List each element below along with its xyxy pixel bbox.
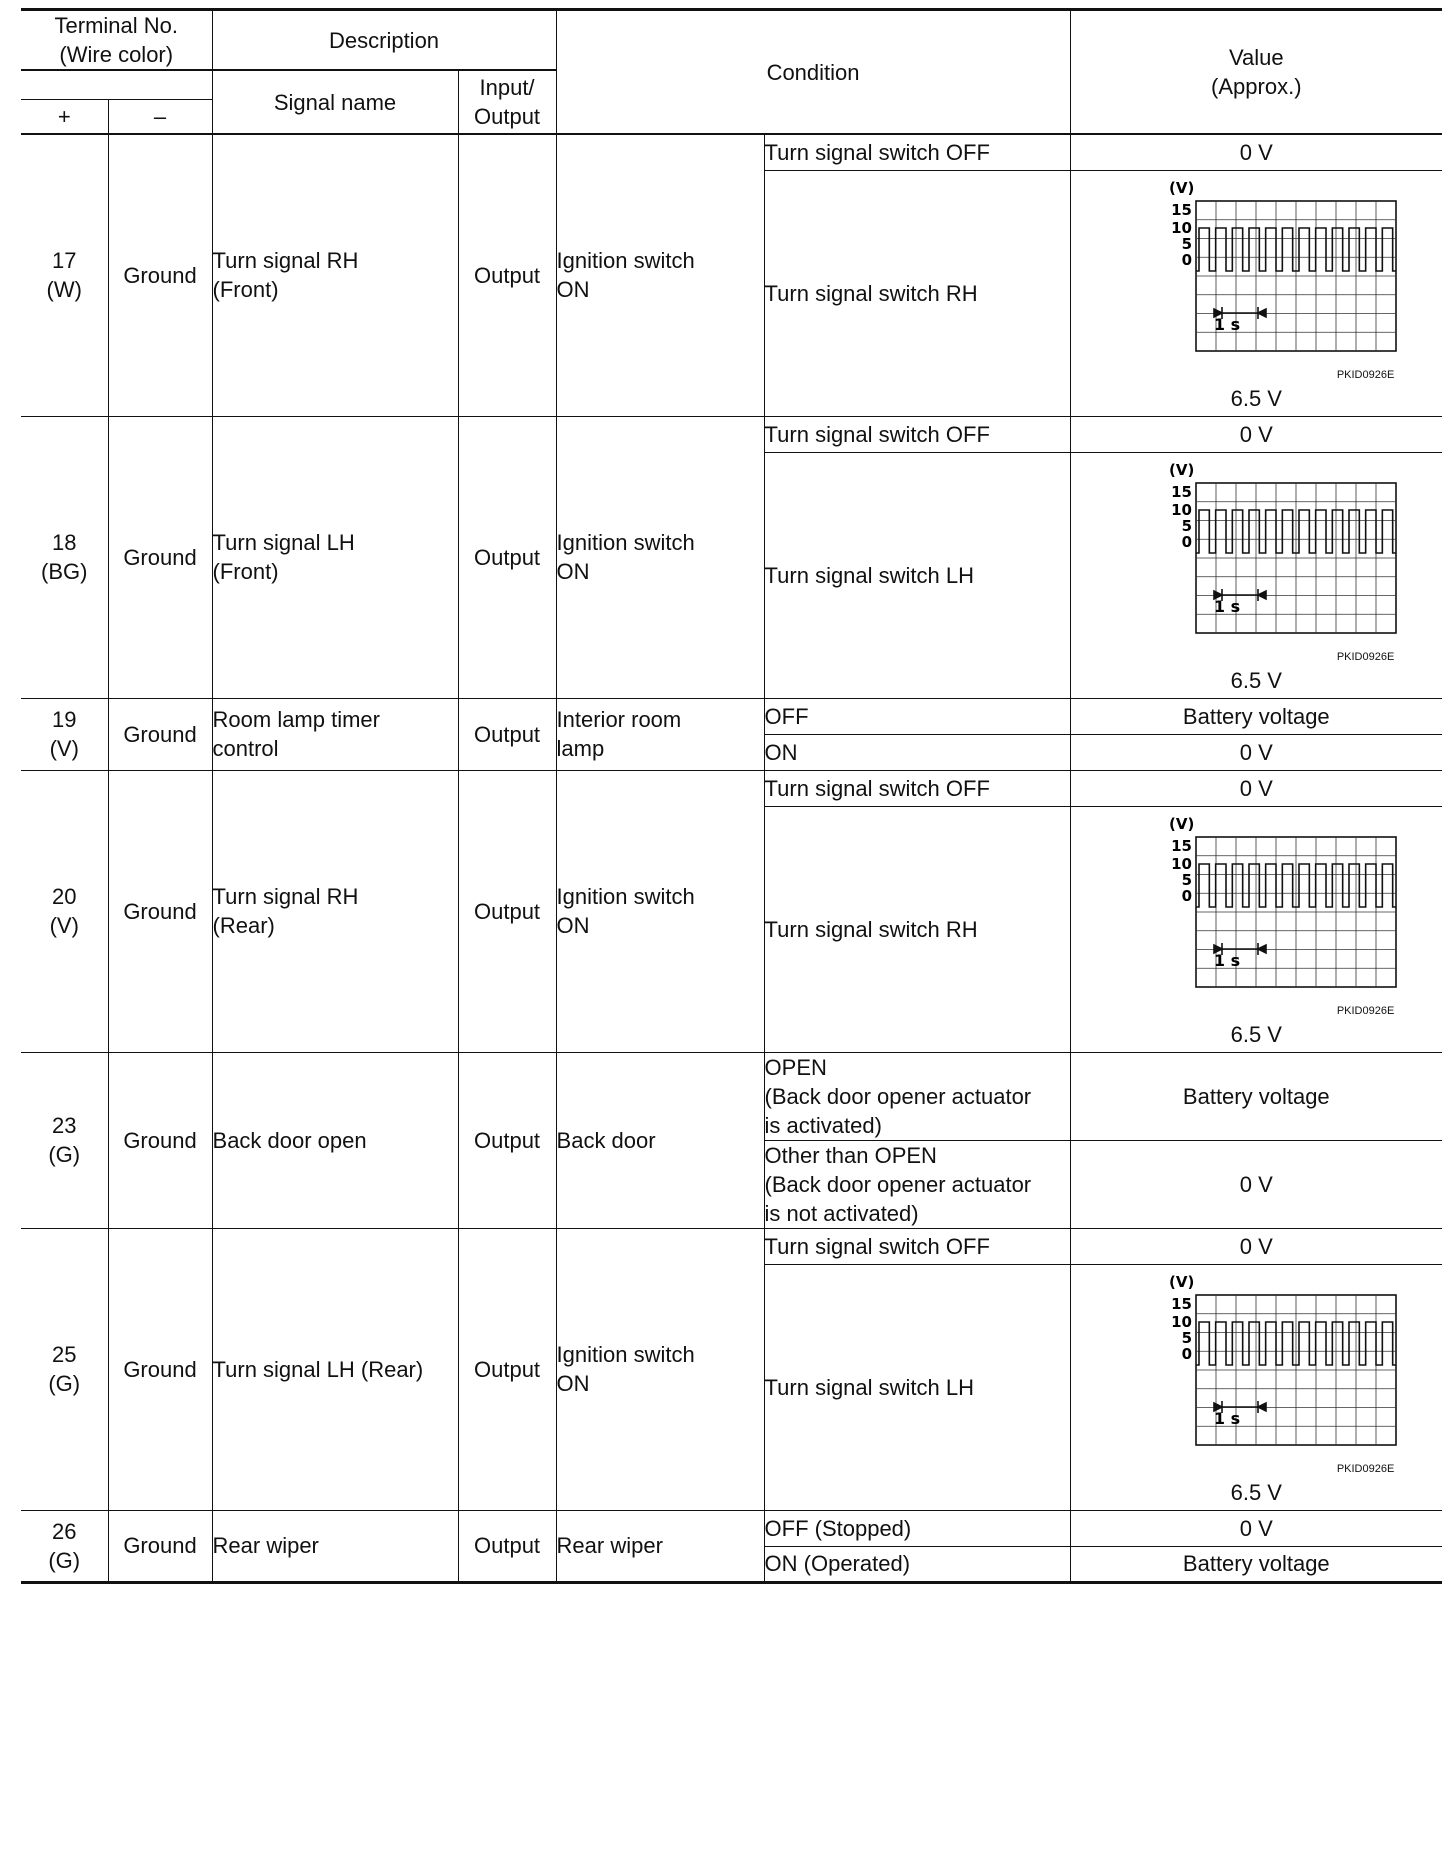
- value-cell: 0 V: [1070, 770, 1442, 806]
- waveform-time-label: 1 s: [1214, 597, 1241, 616]
- terminal-number: 19 (V): [21, 698, 108, 770]
- waveform-figure: [1106, 455, 1406, 663]
- condition-sub: Turn signal switch OFF: [764, 134, 1070, 170]
- table-row: [21, 134, 1442, 170]
- waveform-figure: [1106, 173, 1406, 381]
- value-cell: 0 V: [1070, 416, 1442, 452]
- terminal-number: 25 (G): [21, 1228, 108, 1510]
- terminal-number: 26 (G): [21, 1510, 108, 1582]
- value-cell: Battery voltage: [1070, 698, 1442, 734]
- value-cell: 0 V: [1070, 734, 1442, 770]
- waveform-y-tick: 0: [1181, 887, 1193, 905]
- waveform-y-unit: (V): [1169, 1273, 1195, 1291]
- condition-sub: Turn signal switch OFF: [764, 770, 1070, 806]
- condition-sub: OPEN (Back door opener actuator is activated): [764, 1052, 1070, 1140]
- header-terminal-spacer: [21, 70, 212, 99]
- waveform-y-tick: 5: [1181, 517, 1193, 535]
- value-cell: 0 V: [1070, 1140, 1442, 1228]
- condition-sub: Turn signal switch OFF: [764, 1228, 1070, 1264]
- waveform-y-tick: 10: [1171, 855, 1193, 873]
- input-output: Output: [458, 1510, 556, 1582]
- signal-name: Turn signal RH (Front): [212, 134, 458, 416]
- header-value: Value (Approx.): [1070, 10, 1442, 135]
- ground-terminal: Ground: [108, 1510, 212, 1582]
- terminal-spec-table: [21, 8, 1442, 1584]
- condition-sub: OFF (Stopped): [764, 1510, 1070, 1546]
- condition-main: Ignition switch ON: [556, 416, 764, 698]
- value-waveform-cell: [1070, 806, 1442, 1052]
- value-cell: 0 V: [1070, 1510, 1442, 1546]
- waveform-time-label: 1 s: [1214, 1409, 1241, 1428]
- condition-main: Ignition switch ON: [556, 770, 764, 1052]
- waveform-y-tick: 0: [1181, 1345, 1193, 1363]
- value-cell: Battery voltage: [1070, 1546, 1442, 1582]
- table-row: [21, 1510, 1442, 1546]
- header-input-output: Input/ Output: [458, 70, 556, 134]
- value-waveform-cell: [1070, 452, 1442, 698]
- figure-code: PKID0926E: [1336, 369, 1395, 381]
- waveform-y-tick: 10: [1171, 501, 1193, 519]
- waveform-y-tick: 5: [1181, 871, 1193, 889]
- condition-sub: Turn signal switch RH: [764, 806, 1070, 1052]
- signal-name: Turn signal LH (Front): [212, 416, 458, 698]
- waveform-time-label: 1 s: [1214, 315, 1241, 334]
- signal-name: Turn signal LH (Rear): [212, 1228, 458, 1510]
- ground-terminal: Ground: [108, 416, 212, 698]
- turn-signal-waveform-icon: [1106, 173, 1406, 373]
- value-waveform-cell: [1070, 170, 1442, 416]
- condition-sub: Turn signal switch LH: [764, 452, 1070, 698]
- condition-sub: Turn signal switch OFF: [764, 416, 1070, 452]
- value-waveform-cell: [1070, 1264, 1442, 1510]
- waveform-voltage-value: 6.5 V: [1230, 1480, 1282, 1505]
- condition-main: Ignition switch ON: [556, 134, 764, 416]
- ground-terminal: Ground: [108, 134, 212, 416]
- waveform-y-tick: 0: [1181, 251, 1193, 269]
- table-row: [21, 770, 1442, 806]
- terminal-number: 18 (BG): [21, 416, 108, 698]
- table-row: [21, 1052, 1442, 1140]
- condition-sub: Turn signal switch LH: [764, 1264, 1070, 1510]
- header-signal-name: Signal name: [212, 70, 458, 134]
- input-output: Output: [458, 698, 556, 770]
- terminal-number: 23 (G): [21, 1052, 108, 1228]
- ground-terminal: Ground: [108, 1228, 212, 1510]
- input-output: Output: [458, 1052, 556, 1228]
- header-plus: +: [21, 99, 108, 134]
- waveform-y-tick: 15: [1171, 201, 1193, 219]
- waveform-voltage-value: 6.5 V: [1230, 386, 1282, 411]
- waveform-y-tick: 10: [1171, 219, 1193, 237]
- table-row: [21, 1228, 1442, 1264]
- waveform-y-unit: (V): [1169, 815, 1195, 833]
- ground-terminal: Ground: [108, 1052, 212, 1228]
- header-terminal-no: Terminal No. (Wire color): [21, 10, 212, 71]
- waveform-y-tick: 15: [1171, 1295, 1193, 1313]
- figure-code: PKID0926E: [1336, 1463, 1395, 1475]
- terminal-number: 17 (W): [21, 134, 108, 416]
- input-output: Output: [458, 416, 556, 698]
- condition-sub: Turn signal switch RH: [764, 170, 1070, 416]
- terminal-spec-sheet: [21, 8, 1442, 1584]
- waveform-time-label: 1 s: [1214, 951, 1241, 970]
- table-row: [21, 698, 1442, 734]
- waveform-figure: [1106, 1267, 1406, 1475]
- condition-sub: ON: [764, 734, 1070, 770]
- condition-sub: Other than OPEN (Back door opener actuator is not activated): [764, 1140, 1070, 1228]
- condition-main: Ignition switch ON: [556, 1228, 764, 1510]
- waveform-y-tick: 5: [1181, 1329, 1193, 1347]
- header-minus: –: [108, 99, 212, 134]
- signal-name: Room lamp timer control: [212, 698, 458, 770]
- value-cell: 0 V: [1070, 1228, 1442, 1264]
- waveform-voltage-value: 6.5 V: [1230, 1022, 1282, 1047]
- table-row: [21, 416, 1442, 452]
- waveform-y-tick: 10: [1171, 1313, 1193, 1331]
- condition-main: Back door: [556, 1052, 764, 1228]
- signal-name: Rear wiper: [212, 1510, 458, 1582]
- figure-code: PKID0926E: [1336, 651, 1395, 663]
- signal-name: Back door open: [212, 1052, 458, 1228]
- signal-name: Turn signal RH (Rear): [212, 770, 458, 1052]
- condition-sub: ON (Operated): [764, 1546, 1070, 1582]
- waveform-figure: [1106, 809, 1406, 1017]
- header-description: Description: [212, 10, 556, 71]
- waveform-y-unit: (V): [1169, 179, 1195, 197]
- waveform-y-tick: 15: [1171, 483, 1193, 501]
- turn-signal-waveform-icon: [1106, 1267, 1406, 1467]
- figure-code: PKID0926E: [1336, 1005, 1395, 1017]
- condition-main: Rear wiper: [556, 1510, 764, 1582]
- waveform-y-tick: 15: [1171, 837, 1193, 855]
- terminal-number: 20 (V): [21, 770, 108, 1052]
- value-cell: Battery voltage: [1070, 1052, 1442, 1140]
- waveform-y-tick: 5: [1181, 235, 1193, 253]
- table-body: [21, 134, 1442, 1582]
- turn-signal-waveform-icon: [1106, 809, 1406, 1009]
- condition-main: Interior room lamp: [556, 698, 764, 770]
- condition-sub: OFF: [764, 698, 1070, 734]
- waveform-y-tick: 0: [1181, 533, 1193, 551]
- waveform-y-unit: (V): [1169, 461, 1195, 479]
- input-output: Output: [458, 1228, 556, 1510]
- ground-terminal: Ground: [108, 698, 212, 770]
- input-output: Output: [458, 770, 556, 1052]
- waveform-voltage-value: 6.5 V: [1230, 668, 1282, 693]
- value-cell: 0 V: [1070, 134, 1442, 170]
- ground-terminal: Ground: [108, 770, 212, 1052]
- input-output: Output: [458, 134, 556, 416]
- turn-signal-waveform-icon: [1106, 455, 1406, 655]
- header-condition: Condition: [556, 10, 1070, 135]
